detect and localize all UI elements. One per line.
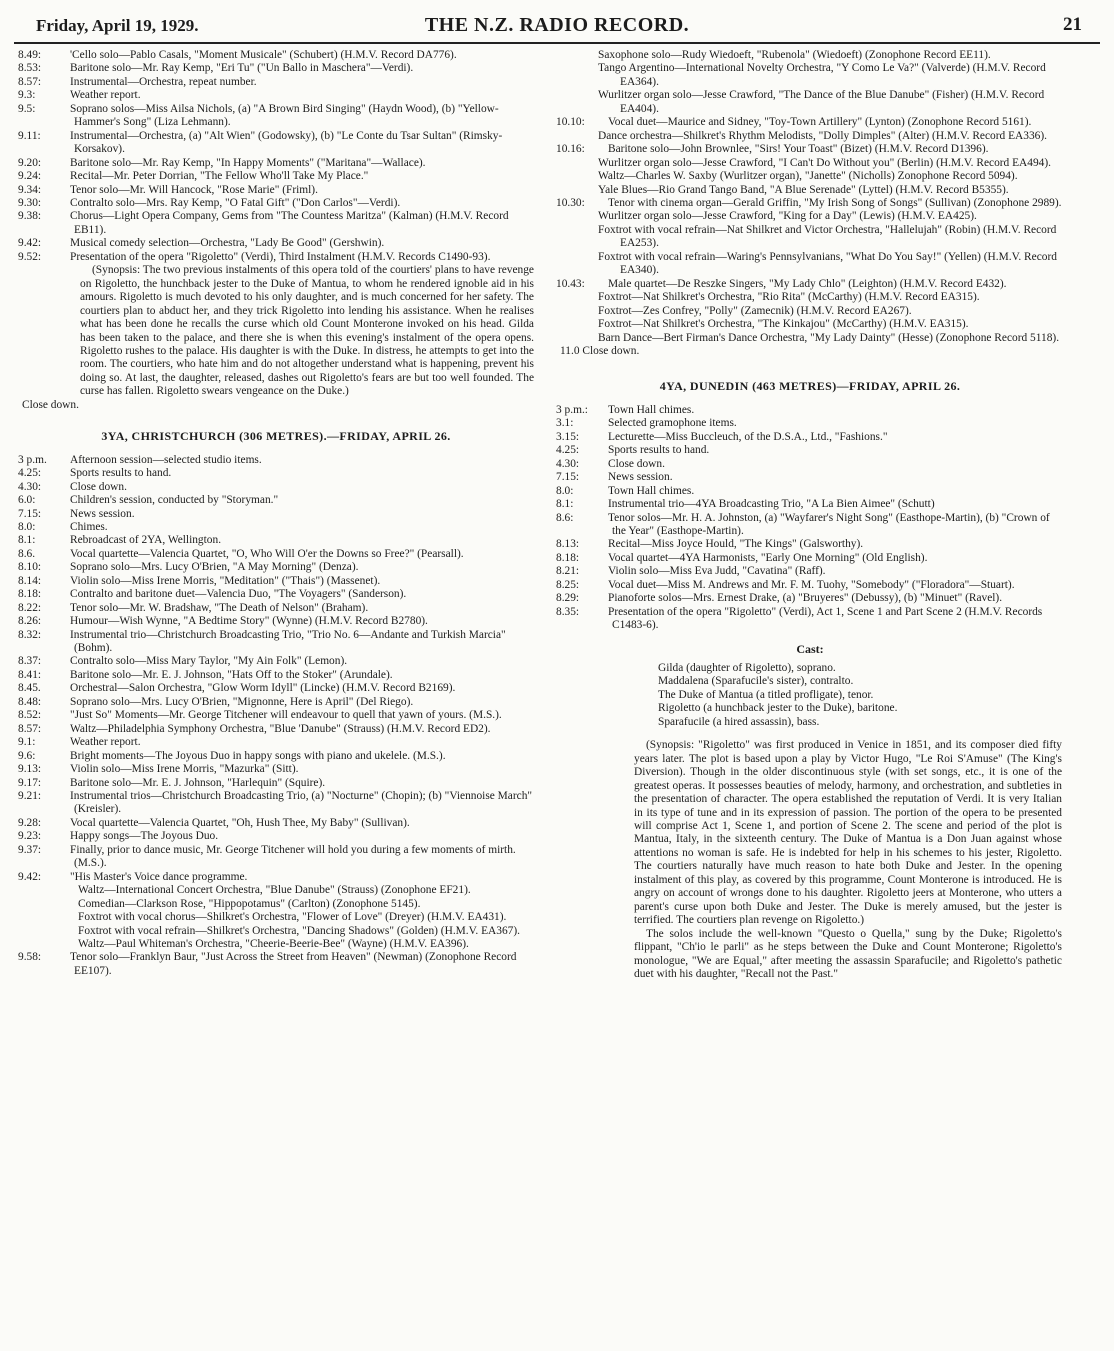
entry-text: Instrumental trio—Christchurch Broadcasting Trio, "Trio No. 6—Andante and Turkish Marcia" (Bohm). xyxy=(70,628,506,655)
entry-text: Soprano solo—Mrs. Lucy O'Brien, "Mignonne, Here is April" (Del Riego). xyxy=(70,695,414,708)
entry-time: 9.58: xyxy=(18,951,42,964)
program-entry xyxy=(18,763,534,776)
program-entry xyxy=(18,494,534,507)
program-entry xyxy=(18,130,534,157)
entry-time: 9.6: xyxy=(18,749,36,762)
entry-time: 7.15: xyxy=(556,471,580,484)
cast-member: Rigoletto (a hunchback jester to the Duke), baritone. xyxy=(658,702,898,715)
program-entry xyxy=(18,871,534,884)
program-entry xyxy=(556,606,1064,633)
program-sub-entry: Tango Argentino—International Novelty Orchestra, "Y Como Le Va?" (Valverde) (H.M.V. Record EA364). xyxy=(598,62,1046,88)
entry-time: 9.3: xyxy=(18,89,36,102)
close-down: Close down. xyxy=(22,398,79,411)
entry-time: 8.37: xyxy=(18,655,42,668)
page-header xyxy=(14,12,1100,44)
entry-time: 8.0: xyxy=(18,520,36,533)
entry-time: 8.26: xyxy=(18,615,42,628)
program-entry xyxy=(18,602,534,615)
entry-time: 4.25: xyxy=(556,444,580,457)
entry-text: Weather report. xyxy=(70,89,141,102)
dance-record-item: Comedian—Clarkson Rose, "Hippopotamus" (Carlton) (Zonophone 5145). xyxy=(78,897,421,910)
entry-time: 9.5: xyxy=(18,102,36,115)
program-sub-entry: Foxtrot—Zes Confrey, "Polly" (Zamecnik) (H.M.V. Record EA267). xyxy=(598,304,912,317)
program-entry xyxy=(556,538,1064,551)
program-entry xyxy=(18,197,534,210)
cast-list xyxy=(658,662,1064,729)
program-sub-entry: Foxtrot—Nat Shilkret's Orchestra, "The Kinkajou" (McCarthy) (H.M.V. EA315). xyxy=(598,318,969,331)
entry-time: 9.34: xyxy=(18,183,42,196)
program-entry xyxy=(18,723,534,736)
entry-time: 8.21: xyxy=(556,565,580,578)
program-sub-entry: Wurlitzer organ solo—Jesse Crawford, "King for a Day" (Lewis) (H.M.V. EA425). xyxy=(598,210,977,223)
cast-member: Gilda (daughter of Rigoletto), soprano. xyxy=(658,662,836,675)
entry-text: Violin solo—Miss Irene Morris, "Meditation" ("Thais") (Massenet). xyxy=(70,574,381,587)
entry-time: 4.25: xyxy=(18,467,42,480)
entry-text: Close down. xyxy=(70,480,127,493)
entry-time: 9.42: xyxy=(18,870,42,883)
program-entry xyxy=(556,565,1064,578)
entry-time: 7.15: xyxy=(18,507,42,520)
program-entry xyxy=(556,512,1064,539)
cast-member: Maddalena (Sparafucile's sister), contralto. xyxy=(658,675,854,688)
program-entry xyxy=(556,592,1064,605)
record-list xyxy=(556,210,1064,277)
program-entry xyxy=(18,157,534,170)
program-entry xyxy=(556,444,1064,457)
program-entry xyxy=(18,170,534,183)
entry-time: 8.53: xyxy=(18,62,42,75)
publication-title: THE N.Z. RADIO RECORD. xyxy=(424,14,690,36)
program-entry xyxy=(18,521,534,534)
program-entry xyxy=(18,210,534,237)
program-entry xyxy=(18,629,534,656)
entry-text: 'Cello solo—Pablo Casals, "Moment Musicale" (Schubert) (H.M.V. Record DA776). xyxy=(70,49,457,61)
entry-time: 9.1: xyxy=(18,736,36,749)
entry-text: Recital—Mr. Peter Dorrian, "The Fellow Who'll Take My Place." xyxy=(70,170,369,183)
entry-text: Soprano solo—Mrs. Lucy O'Brien, "A May Morning" (Denza). xyxy=(70,561,359,574)
entry-time: 8.0: xyxy=(556,484,574,497)
program-entry xyxy=(18,76,534,89)
program-entry xyxy=(18,184,534,197)
program-entry xyxy=(18,615,534,628)
program-entry xyxy=(18,89,534,102)
program-entry xyxy=(18,561,534,574)
entry-text: Sports results to hand. xyxy=(608,444,710,457)
entry-time: 9.13: xyxy=(18,763,42,776)
program-entry xyxy=(18,534,534,547)
entry-time: 10.30: xyxy=(556,196,585,209)
entry-time: 8.18: xyxy=(18,588,42,601)
program-sub-entry: Saxophone solo—Rudy Wiedoeft, "Rubenola" (Wiedoeft) (Zonophone Record EE11). xyxy=(598,49,991,61)
program-sub-entry: Foxtrot with vocal refrain—Nat Shilkret and Victor Orchestra, "Hallelujah" (Robin) (H.M.V. Record EA253). xyxy=(598,223,1057,250)
program-sub-entry: Barn Dance—Bert Firman's Dance Orchestra, "My Lady Dainty" (Hesse) (Zonophone Record 5118). xyxy=(598,331,1060,344)
rigoletto-synopsis: (Synopsis: The two previous instalments of this opera told of the courtiers' plans to have revenge on Rigoletto, the hunchback jester to the Duke of Mantua, to whom he rendered ignoble aid in his amours. Rigoletto is much devoted to his only daughter, and is much concerned for her safety. The courtiers plan to abduct her, and they trick Rigoletto into lending his assistance. When he realises what has been done he recalls the curse which old Count Monterone invoked on his head. Gilda has been taken to the palace, and there she is when this evening's instalment of the opera opens. Rigoletto rushes to the palace. His daughter is with the Duke. In distress, he attempts to get into the room. The courtiers, who hate him and do not altogether understand what is happening, prevent his doing so. At last, the daughter, released, dashes out Rigoletto's fears are but too well founded. The curse has fallen. Rigoletto swears vengeance on the Duke.) xyxy=(80,264,534,398)
entry-time: 9.52: xyxy=(18,250,42,263)
entry-text: Baritone solo—Mr. Ray Kemp, "In Happy Moments" ("Maritana"—Wallace). xyxy=(70,156,426,169)
program-entry xyxy=(18,790,534,817)
program-entry xyxy=(18,481,534,494)
entry-time: 9.20: xyxy=(18,156,42,169)
program-entry xyxy=(18,49,534,62)
program-entry xyxy=(18,62,534,75)
program-sub-entry: Wurlitzer organ solo—Jesse Crawford, "The Dance of the Blue Danube" (Fisher) (H.M.V. Record EA404). xyxy=(598,89,1045,115)
program-entry xyxy=(556,458,1064,471)
entry-text: Finally, prior to dance music, Mr. George Titchener will hold you during a few moments of mirth. (M.S.). xyxy=(70,843,516,870)
entry-text: Baritone solo—Mr. E. J. Johnson, "Harlequin" (Squire). xyxy=(70,776,326,789)
program-entry xyxy=(556,197,1064,210)
entry-text: News session. xyxy=(70,507,135,520)
entry-text: Presentation of the opera "Rigoletto" (Verdi), Third Instalment (H.M.V. Records C1490-93). xyxy=(70,250,491,263)
entry-time: 8.1: xyxy=(556,498,574,511)
entry-text: Tenor with cinema organ—Gerald Griffin, "My Irish Song of Songs" (Sullivan) (Zonophone 2989). xyxy=(608,196,1062,209)
entry-text: Instrumental trios—Christchurch Broadcasting Trio, (a) "Nocturne" (Chopin); (b) "Viennoise March" (Kreisler). xyxy=(70,790,533,816)
program-entry xyxy=(556,116,1064,129)
program-entry xyxy=(18,682,534,695)
program-sub-entry: Yale Blues—Rio Grand Tango Band, "A Blue Serenade" (Lyttel) (H.M.V. Record B5355). xyxy=(598,183,1009,196)
entry-time: 9.23: xyxy=(18,830,42,843)
entry-text: "Just So" Moments—Mr. George Titchener will endeavour to quell that yawn of yours. (M.S.). xyxy=(70,709,502,722)
entry-time: 8.52: xyxy=(18,709,42,722)
entry-time: 4.30: xyxy=(556,457,580,470)
entry-text: Town Hall chimes. xyxy=(608,484,695,497)
entry-time: 9.38: xyxy=(18,210,42,223)
entry-time: 6.0: xyxy=(18,494,36,507)
entry-time: 3.1: xyxy=(556,417,574,430)
program-entry xyxy=(556,579,1064,592)
dance-record-item: Foxtrot with vocal refrain—Shilkret's Orchestra, "Dancing Shadows" (Golden) (H.M.V. EA367). xyxy=(78,924,521,937)
entry-text: Orchestral—Salon Orchestra, "Glow Worm Idyll" (Lincke) (H.M.V. Record B2169). xyxy=(70,682,456,695)
program-entry xyxy=(18,844,534,871)
program-list-4ya xyxy=(556,404,1064,633)
entry-time: 8.57: xyxy=(18,722,42,735)
entry-time: 8.6: xyxy=(556,511,574,524)
entry-time: 3.15: xyxy=(556,430,580,443)
program-entry xyxy=(18,817,534,830)
program-entry xyxy=(18,696,534,709)
station-heading-4ya: 4YA, DUNEDIN (463 METRES)—FRIDAY, APRIL 26. xyxy=(659,379,961,394)
entry-text: Vocal quartette—Valencia Quartet, "O, Who Will O'er the Downs so Free?" (Pearsall). xyxy=(70,547,464,560)
dance-record-item: Waltz—International Concert Orchestra, "Blue Danube" (Strauss) (Zonophone EF21). xyxy=(78,884,471,897)
entry-time: 8.13: xyxy=(556,538,580,551)
entry-text: Musical comedy selection—Orchestra, "Lady Be Good" (Gershwin). xyxy=(70,237,385,250)
entry-time: 8.57: xyxy=(18,75,42,88)
entry-text: Chimes. xyxy=(70,520,108,533)
program-entry xyxy=(18,251,534,264)
dance-programme-list xyxy=(18,884,534,951)
entry-time: 4.30: xyxy=(18,480,42,493)
rigoletto-synopsis-4ya: (Synopsis: "Rigoletto" was first produced in Venice in 1851, and its composer died fifty years later. The plot is based upon a play by Victor Hugo, "Le Roi S'Amuse" (The King's Diversion). Though in the older discontinuous style (with set songs, etc., it is one of the greatest operas. It possesses beauties of melody, harmony, and orchestration, and subtleties in the presentation of character. The opera established the reputation of Verdi. It is very Italian in its type of tune and in its expression of passion. The portion of the opera to be presented will comprise Act 1, Scene 1, and portion of Scene 2. The scene and period of the plot is Mantua, Italy, in the sixteenth century. The Duke of Mantua is a Don Juan against whose attentions no woman is safe. He is indebted for help in his schemes to his jester, Rigoletto. The courtiers naturally have much reason to hate both Duke and Jester. In the opening instalment of this play, as covered by this programme, Count Monterone is introduced. He is angry on account of wrongs done to his daughter. Rigoletto jeers at Monterone, who utters a parent's curse upon both Duke and Jester. The Duke is merely amused, but the jester is terrified. The courtiers plan revenge on Rigoletto.) xyxy=(634,739,1062,927)
program-entry xyxy=(18,655,534,668)
program-entry xyxy=(18,548,534,561)
entry-time: 9.37: xyxy=(18,843,42,856)
entry-text: Male quartet—De Reszke Singers, "My Lady Chlo" (Leighton) (H.M.V. Record E432). xyxy=(608,277,1007,290)
program-entry xyxy=(556,417,1064,430)
close-down: 11.0 Close down. xyxy=(560,344,640,357)
program-entry xyxy=(18,951,534,978)
entry-time: 9.28: xyxy=(18,816,42,829)
entry-text: Tenor solo—Mr. W. Bradshaw, "The Death of Nelson" (Braham). xyxy=(70,601,369,614)
entry-text: Sports results to hand. xyxy=(70,467,172,480)
entry-text: Violin solo—Miss Irene Morris, "Mazurka" (Sitt). xyxy=(70,763,299,776)
entry-text: Town Hall chimes. xyxy=(608,403,695,416)
entry-time: 8.41: xyxy=(18,668,42,681)
program-entry xyxy=(18,777,534,790)
entry-text: Tenor solos—Mr. H. A. Johnston, (a) "Wayfarer's Night Song" (Easthope-Martin), (b) "Crown of the Year" (Easthope-Martin). xyxy=(608,511,1050,537)
entry-time: 10.43: xyxy=(556,277,585,290)
program-entry xyxy=(18,830,534,843)
entry-text: Chorus—Light Opera Company, Gems from "The Countess Maritza" (Kalman) (H.M.V. Record EB11). xyxy=(70,210,509,236)
entry-text: Instrumental trio—4YA Broadcasting Trio, "A La Bien Aimee" (Schutt) xyxy=(608,498,935,511)
entry-text: Vocal quartette—Valencia Quartet, "Oh, Hush Thee, My Baby" (Sullivan). xyxy=(70,816,410,829)
entry-text: Happy songs—The Joyous Duo. xyxy=(70,830,219,843)
program-entry xyxy=(556,278,1064,291)
record-list xyxy=(556,291,1064,345)
record-list xyxy=(556,49,1064,116)
entry-text: Instrumental—Orchestra, repeat number. xyxy=(70,75,257,88)
program-entry xyxy=(18,508,534,521)
program-list-3ya xyxy=(18,454,534,885)
entry-time: 9.30: xyxy=(18,196,42,209)
entry-time: 9.17: xyxy=(18,776,42,789)
entry-time: 10.10: xyxy=(556,116,585,129)
entry-text: News session. xyxy=(608,471,673,484)
program-entry xyxy=(556,404,1064,417)
entry-text: Baritone solo—Mr. E. J. Johnson, "Hats Off to the Stoker" (Arundale). xyxy=(70,668,393,681)
entry-time: 8.6. xyxy=(18,547,36,560)
cast-member: Sparafucile (a hired assassin), bass. xyxy=(658,715,820,728)
entry-text: Waltz—Philadelphia Symphony Orchestra, "Blue 'Danube" (Strauss) (H.M.V. Record ED2). xyxy=(70,722,491,735)
program-entry xyxy=(18,237,534,250)
entry-text: Recital—Miss Joyce Hould, "The Kings" (Galsworthy). xyxy=(608,538,864,551)
solos-paragraph: The solos include the well-known "Questo o Quella," sung by the Duke; Rigoletto's flippant, "Ch'io le parli" as he steps between the Duke and Count Monterone; Rigoletto's monologue, "We are Equal," after meeting the assassin Sparafucile; and Rigoletto's pathetic duet with his daughter, "Recall not the Past." xyxy=(634,927,1062,980)
program-entry xyxy=(556,431,1064,444)
entry-time: 8.35: xyxy=(556,605,580,618)
entry-text: Presentation of the opera "Rigoletto" (Verdi), Act 1, Scene 1 and Part Scene 2 (H.M.V. Records C1483-6). xyxy=(608,605,1043,632)
program-entry xyxy=(18,709,534,722)
entry-time: 8.14: xyxy=(18,574,42,587)
entry-text: Weather report. xyxy=(70,736,141,749)
entry-text: Selected gramophone items. xyxy=(608,417,737,430)
page-number: 21 xyxy=(1063,14,1082,35)
entry-text: Tenor solo—Mr. Will Hancock, "Rose Marie" (Friml). xyxy=(70,183,318,196)
cast-heading: Cast: xyxy=(796,641,824,656)
entry-time: 8.18: xyxy=(556,551,580,564)
record-list xyxy=(556,157,1064,197)
entry-text: Baritone solo—Mr. Ray Kemp, "Eri Tu" ("Un Ballo in Maschera"—Verdi). xyxy=(70,62,414,75)
entry-time: 9.11: xyxy=(18,129,41,142)
left-column xyxy=(18,49,534,978)
program-entry xyxy=(556,552,1064,565)
entry-text: Vocal duet—Miss M. Andrews and Mr. F. M. Tuohy, "Somebody" ("Floradora"—Stuart). xyxy=(608,578,1015,591)
entry-text: Lecturette—Miss Buccleuch, of the D.S.A., Ltd., "Fashions." xyxy=(608,430,888,443)
entry-time: 3 p.m.: xyxy=(556,403,588,416)
entry-time: 8.32: xyxy=(18,628,42,641)
entry-text: Soprano solos—Miss Ailsa Nichols, (a) "A Brown Bird Singing" (Haydn Wood), (b) "Yellow-Hammer's Song" (Liza Lehmann). xyxy=(70,102,499,129)
entry-text: Rebroadcast of 2YA, Wellington. xyxy=(70,534,222,547)
program-sub-entry: Waltz—Charles W. Saxby (Wurlitzer organ), "Janette" (Nicholls) Zonophone Record 5094). xyxy=(598,170,1018,183)
entry-time: 8.45. xyxy=(18,682,41,695)
dance-record-item: Waltz—Paul Whiteman's Orchestra, "Cheerie-Beerie-Bee" (Wayne) (H.M.V. EA396). xyxy=(78,938,469,950)
entry-time: 8.49: xyxy=(18,49,42,61)
program-entry xyxy=(18,575,534,588)
program-entry xyxy=(556,485,1064,498)
entry-text: Children's session, conducted by "Storyman." xyxy=(70,494,279,507)
entry-time: 9.24: xyxy=(18,170,42,183)
entry-time: 8.29: xyxy=(556,592,580,605)
entry-text: Afternoon session—selected studio items. xyxy=(70,453,262,466)
entry-text: Instrumental—Orchestra, (a) "Alt Wien" (Godowsky), (b) "Le Conte du Tsar Sultan" (Rimsky-Korsakov). xyxy=(70,129,503,156)
program-entry xyxy=(556,498,1064,511)
program-entry xyxy=(556,471,1064,484)
entry-text: Vocal duet—Maurice and Sidney, "Toy-Town Artillery" (Lynton) (Zonophone Record 5161). xyxy=(608,116,1032,129)
entry-text: Close down. xyxy=(608,457,665,470)
program-entry xyxy=(18,750,534,763)
entry-time: 3 p.m. xyxy=(18,453,47,466)
program-entry xyxy=(18,669,534,682)
entry-text: Contralto solo—Miss Mary Taylor, "My Ain Folk" (Lemon). xyxy=(70,655,348,668)
program-sub-entry: Wurlitzer organ solo—Jesse Crawford, "I Can't Do Without you" (Berlin) (H.M.V. Record EA494). xyxy=(598,156,1052,169)
entry-time: 8.22: xyxy=(18,601,42,614)
program-entry xyxy=(18,588,534,601)
program-entry xyxy=(18,467,534,480)
entry-text: Humour—Wish Wynne, "A Bedtime Story" (Wynne) (H.M.V. Record B2780). xyxy=(70,615,428,628)
entry-time: 8.1: xyxy=(18,534,36,547)
entry-text: Vocal quartet—4YA Harmonists, "Early One Morning" (Old English). xyxy=(608,551,928,564)
entry-time: 9.21: xyxy=(18,790,42,803)
entry-text: Bright moments—The Joyous Duo in happy songs with piano and ukelele. (M.S.). xyxy=(70,749,446,762)
entry-text: Tenor solo—Franklyn Baur, "Just Across the Street from Heaven" (Newman) (Zonophone Record EE107). xyxy=(70,951,517,977)
right-column xyxy=(556,49,1064,981)
program-sub-entry: Foxtrot—Nat Shilkret's Orchestra, "Rio Rita" (McCarthy) (H.M.V. Record EA315). xyxy=(598,291,980,304)
program-entry xyxy=(18,103,534,130)
program-sub-entry: Dance orchestra—Shilkret's Rhythm Melodists, "Dolly Dimples" (Alter) (H.M.V. Record EA336). xyxy=(598,129,1047,142)
entry-text: Contralto solo—Mrs. Ray Kemp, "O Fatal Gift" ("Don Carlos"—Verdi). xyxy=(70,196,401,209)
entry-time: 9.42: xyxy=(18,237,42,250)
issue-date: Friday, April 19, 1929. xyxy=(36,16,199,35)
entry-text: Baritone solo—John Brownlee, "Sirs! Your Toast" (Bizet) (H.M.V. Record D1396). xyxy=(608,143,989,156)
program-list-2ya-continued xyxy=(18,49,534,264)
program-entry xyxy=(556,143,1064,156)
station-heading-3ya: 3YA, CHRISTCHURCH (306 METRES).—FRIDAY, APRIL 26. xyxy=(101,429,451,444)
entry-time: 8.25: xyxy=(556,578,580,591)
entry-text: Violin solo—Miss Eva Judd, "Cavatina" (Raff). xyxy=(608,565,826,578)
entry-time: 8.10: xyxy=(18,561,42,574)
cast-member: The Duke of Mantua (a titled profligate), tenor. xyxy=(658,688,874,701)
dance-record-item: Foxtrot with vocal chorus—Shilkret's Orchestra, "Flower of Love" (Dreyer) (H.M.V. EA431). xyxy=(78,911,507,924)
program-entry xyxy=(18,454,534,467)
entry-text: Pianoforte solos—Mrs. Ernest Drake, (a) "Bruyeres" (Debussy), (b) "Minuet" (Ravel). xyxy=(608,592,1003,605)
entry-text: "His Master's Voice dance programme. xyxy=(70,870,248,883)
entry-time: 10.16: xyxy=(556,143,585,156)
entry-text: Contralto and baritone duet—Valencia Duo, "The Voyagers" (Sanderson). xyxy=(70,588,407,601)
entry-time: 8.48: xyxy=(18,695,42,708)
program-sub-entry: Foxtrot with vocal refrain—Waring's Pennsylvanians, "What Do You Say!" (Yellen) (H.M.V. Record EA340). xyxy=(598,250,1057,277)
program-entry xyxy=(18,736,534,749)
